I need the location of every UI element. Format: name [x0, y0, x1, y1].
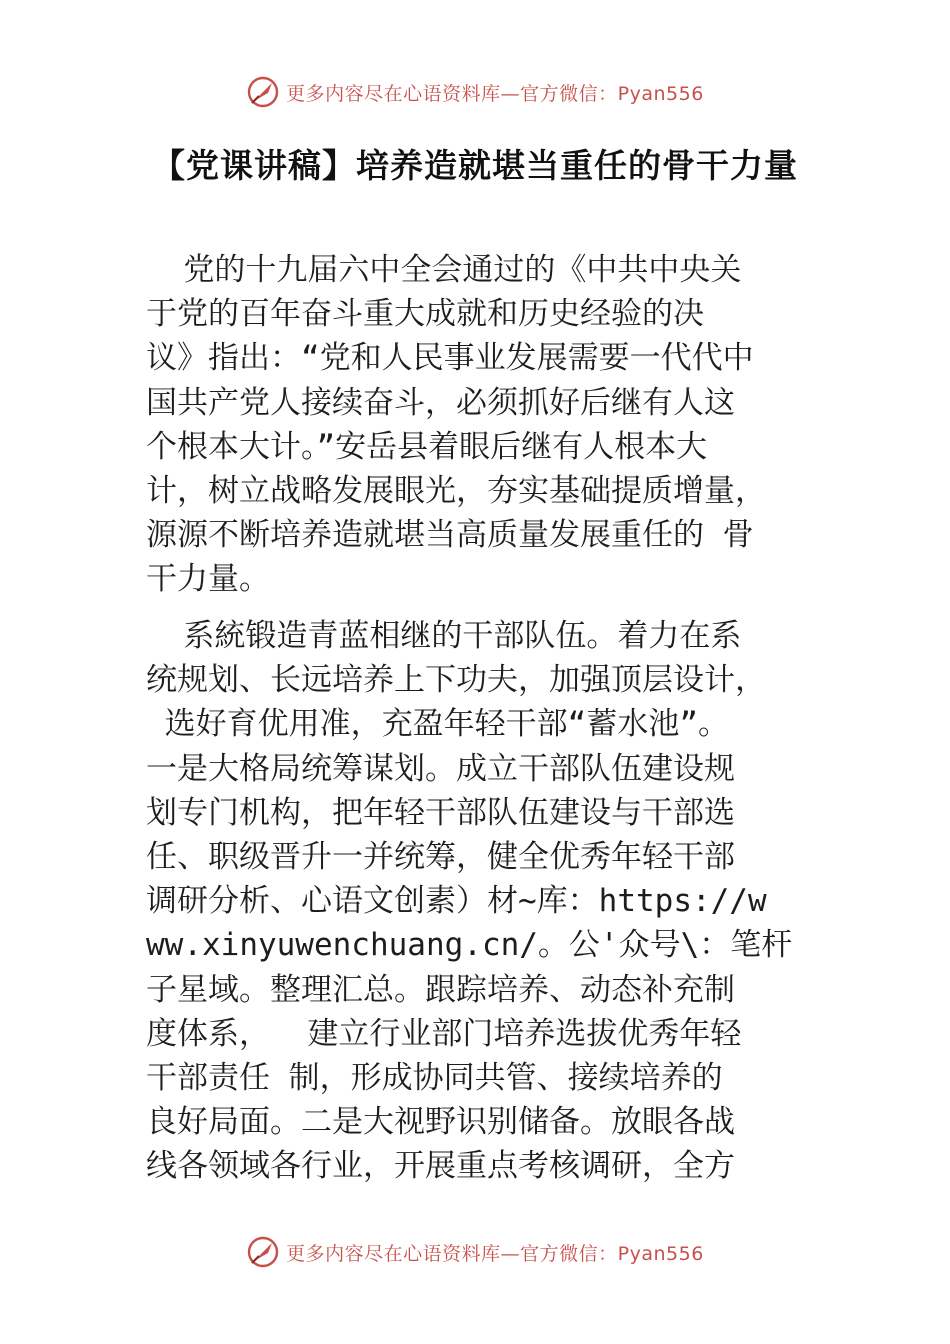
text-line: 干部责任 制，形成协同共管、接续培养的: [146, 1059, 723, 1096]
text-line: 度体系， 建立行业部门培养选拔优秀年轻: [146, 1015, 742, 1052]
text-line: 系統锻造青蓝相继的干部队伍。着力在系: [146, 618, 742, 654]
text-line: 调研分析、心语文创素）材~库：https://w: [146, 883, 767, 920]
banner-text: 更多内容尽在心语资料库—官方微信：Pyan556: [286, 1242, 704, 1265]
text-line: 任、职级晋升一并统筹，健全优秀年轻干部: [146, 838, 735, 875]
text-line: 党的十九届六中全会通过的《中共中央关: [146, 252, 742, 288]
text-line: 干力量。: [146, 561, 270, 598]
header-banner: [0, 72, 950, 112]
text-line: 选好育优用准，充盈年轻干部“蓄水池”。: [146, 706, 729, 743]
banner-wechat-id: Pyan556: [617, 1242, 704, 1265]
text-line: 于党的百年奋斗重大成就和历史经验的决: [146, 296, 704, 333]
text-line: 一是大格局统筹谋划。成立干部队伍建设规: [146, 750, 735, 787]
text-line: 良好局面。二是大视野识别储备。放眼各战: [146, 1104, 735, 1141]
text-line: 统规划、长远培养上下功夫，加强顶层设计，: [146, 662, 766, 699]
text-line: 子星域。整理汇总。跟踪培养、动态补充制: [146, 971, 735, 1008]
text-line: 国共产党人接续奋斗，必须抓好后继有人这: [146, 384, 735, 421]
paragraph-1: [146, 248, 836, 602]
banner-text: 更多内容尽在心语资料库—官方微信：Pyan556: [286, 82, 704, 105]
text-line: 源源不断培养造就堪当高质量发展重任的 骨: [146, 517, 754, 554]
text-line: 议》指出：“党和人民事业发展需要一代代中: [146, 340, 754, 377]
text-line: 计，树立战略发展眼光，夯实基础提质增量，: [146, 472, 766, 509]
quill-logo-icon: [246, 75, 280, 109]
text-line: 划专门机构，把年轻干部队伍建设与干部选: [146, 794, 735, 831]
document-title: 【党课讲稿】培养造就堪当重任的骨干力量: [152, 146, 798, 185]
text-line: 个根本大计。”安岳县着眼后继有人根本大: [146, 428, 708, 465]
footer-banner: [0, 1232, 950, 1272]
paragraph-2: [146, 614, 836, 1188]
quill-logo-icon: [246, 1235, 280, 1269]
text-line: ww.xinyuwenchuang.cn/。公'众号\：笔杆: [146, 927, 793, 964]
banner-wechat-id: Pyan556: [617, 82, 704, 105]
text-line: 线各领域各行业，开展重点考核调研，全方: [146, 1148, 735, 1185]
